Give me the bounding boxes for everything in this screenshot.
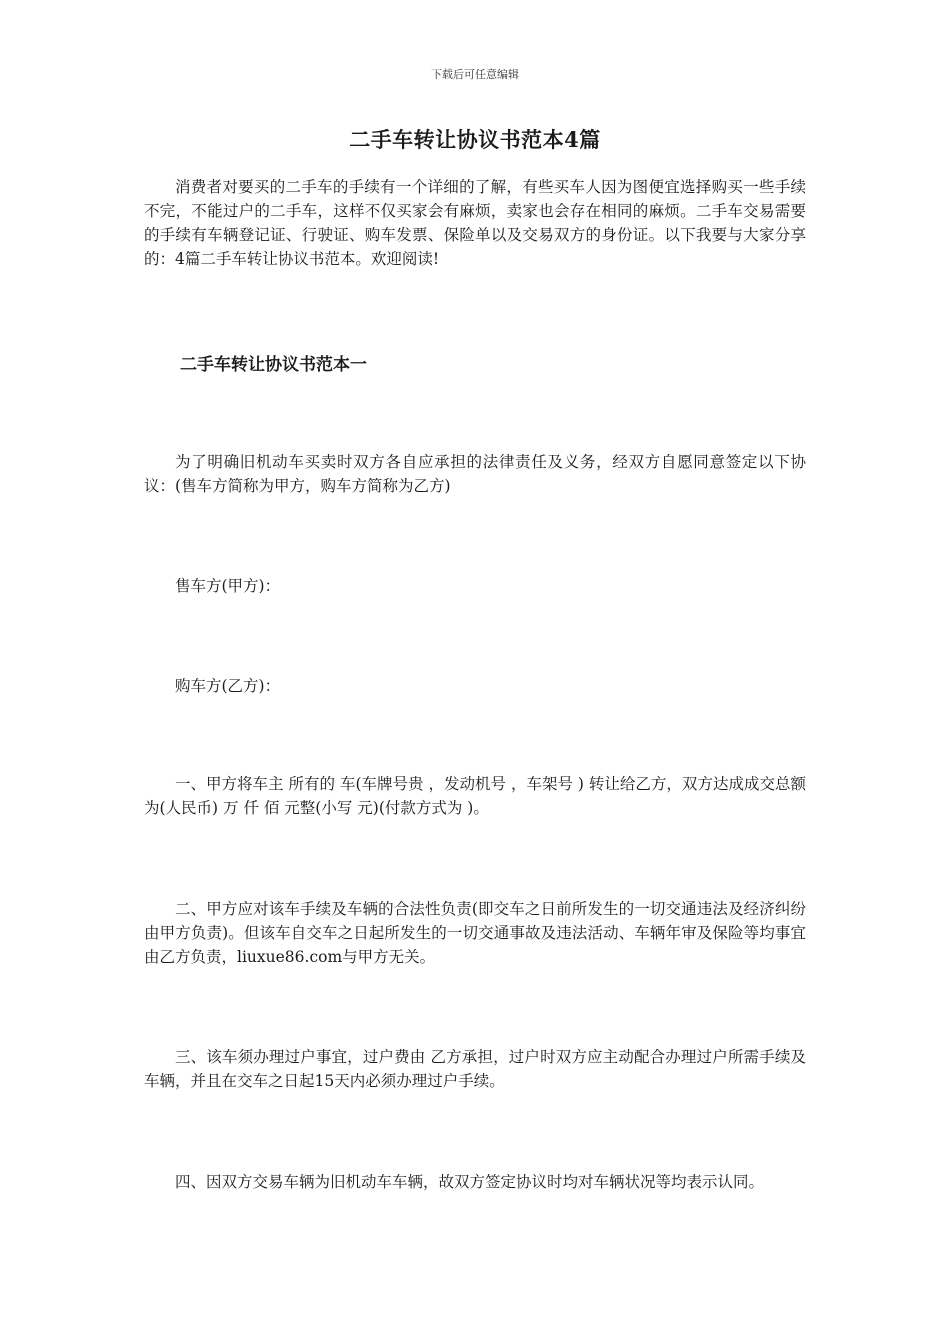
header-note: 下载后可任意编辑 bbox=[431, 68, 519, 81]
section-heading: 二手车转让协议书范本一 bbox=[180, 355, 367, 375]
clause-4: 四、因双方交易车辆为旧机动车车辆，故双方签定协议时均对车辆状况等均表示认同。 bbox=[175, 1173, 765, 1191]
document-title: 二手车转让协议书范本4篇 bbox=[349, 127, 601, 152]
buyer-line: 购车方(乙方)： bbox=[175, 677, 281, 695]
clause-1: 一、甲方将车主 所有的 车(车牌号贵 ，发动机号 ，车架号 ) 转让给乙方，双方达成成交总额为(人民币) 万 仟 佰 元整(小写 元)(付款方式为 )。 bbox=[144, 775, 806, 817]
preamble-paragraph: 为了明确旧机动车买卖时双方各自应承担的法律责任及义务，经双方自愿同意签定以下协议：(售车方简称为甲方，购车方简称为乙方) bbox=[144, 453, 806, 495]
intro-paragraph: 消费者对要买的二手车的手续有一个详细的了解，有些买车人因为图便宜选择购买一些手续不完，不能过户的二手车，这样不仅买家会有麻烦，卖家也会存在相同的麻烦。二手车交易需要的手续有车辆登记证、行驶证、购车发票、保险单以及交易双方的身份证。以下我要与大家分享的：4篇二手车转让协议书范本。欢迎阅读! bbox=[144, 178, 806, 268]
clause-3: 三、该车须办理过户事宜，过户费由 乙方承担，过户时双方应主动配合办理过户所需手续及车辆，并且在交车之日起15天内必须办理过户手续。 bbox=[144, 1048, 806, 1090]
clause-2: 二、甲方应对该车手续及车辆的合法性负责(即交车之日前所发生的一切交通违法及经济纠纷由甲方负责)。但该车自交车之日起所发生的一切交通事故及违法活动、车辆年审及保险等均事宜由乙方负责，liuxue86.com与甲方无关。 bbox=[144, 900, 806, 966]
seller-line: 售车方(甲方)： bbox=[175, 577, 281, 595]
